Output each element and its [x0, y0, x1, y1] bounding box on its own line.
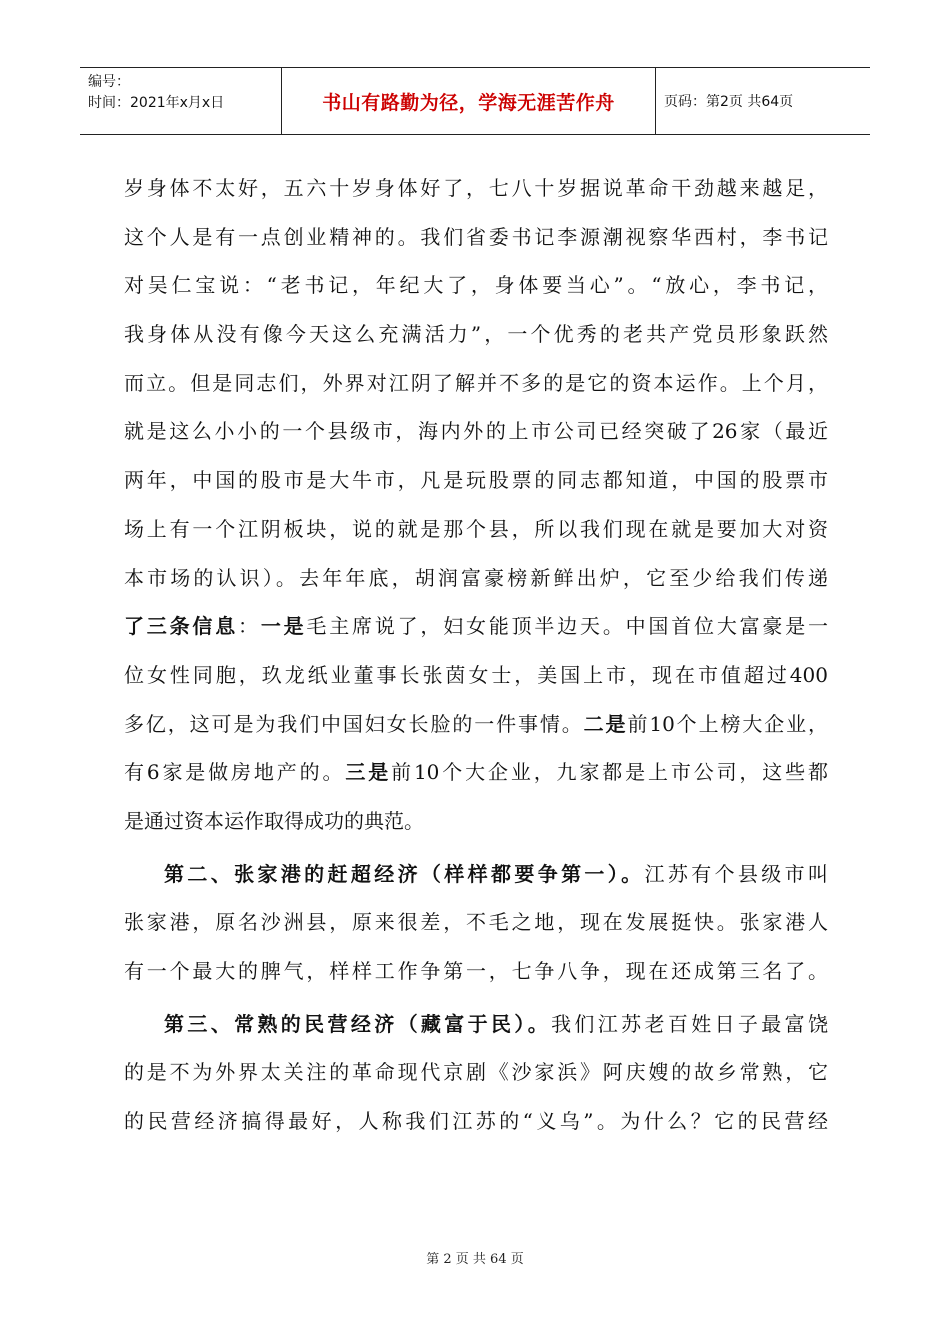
- paragraph-1: [124, 164, 828, 846]
- text-line: 的民营经济搞得最好，人称我们江苏的“义乌”。为什么？它的民营经: [124, 1109, 828, 1134]
- page-footer: 第 2 页 共 64 页: [426, 1252, 524, 1267]
- text-line: 是通过资本运作取得成功的典范。: [124, 808, 424, 833]
- bold-phrase: 三是: [345, 760, 392, 785]
- header-meta: [80, 68, 282, 134]
- text-span: 前10个大企业，九家都是上市公司，这些都: [391, 760, 828, 785]
- text-line: 对吴仁宝说：“老书记，年纪大了，身体要当心”。“放心，李书记，: [124, 273, 828, 298]
- text-line: [124, 602, 828, 651]
- text-line: 本市场的认识）。去年年底，胡润富豪榜新鲜出炉，它至少给我们传递: [124, 565, 828, 590]
- text-span: 多亿，这可是为我们中国妇女长脸的一件事情。: [124, 711, 584, 736]
- text-line: 岁身体不太好，五六十岁身体好了，七八十岁据说革命干劲越来越足，: [124, 176, 828, 200]
- document-time-label: 时间：2021年x月x日: [88, 95, 225, 111]
- bold-phrase: 了三条信息: [124, 614, 238, 639]
- header-motto: 书山有路勤为径，学海无涯苦作舟: [282, 68, 656, 134]
- text-span: 我们江苏老百姓日子最富饶: [551, 1011, 828, 1036]
- document-number-label: 编号：: [88, 74, 130, 90]
- text-line: [124, 748, 828, 797]
- text-span: ：: [238, 614, 261, 639]
- text-line: 就是这么小小的一个县级市，海内外的上市公司已经突破了26家（最近: [124, 419, 828, 444]
- bold-phrase: 二是: [583, 711, 628, 736]
- text-line: 场上有一个江阴板块，说的就是那个县，所以我们现在就是要加大对资: [124, 516, 828, 541]
- header-page-info: 页码：第2页 共64页: [664, 94, 794, 110]
- text-line: [124, 850, 828, 899]
- text-span: 有6家是做房地产的。: [124, 760, 346, 785]
- text-line: [124, 700, 828, 749]
- text-line: 的是不为外界太关注的革命现代京剧《沙家浜》阿庆嫂的故乡常熟，它: [124, 1060, 828, 1085]
- paragraph-3: [124, 1000, 828, 1146]
- text-line: 张家港，原名沙洲县，原来很差，不毛之地，现在发展挺快。张家港人: [124, 910, 828, 935]
- text-span: 前10个上榜大企业，: [627, 711, 828, 736]
- text-line: 有一个最大的脾气，样样工作争第一，七争八争，现在还成第三名了。: [124, 959, 828, 983]
- page-header: [80, 67, 870, 135]
- text-line: 这个人是有一点创业精神的。我们省委书记李源潮视察华西村，李书记: [124, 224, 828, 249]
- bold-phrase: 一是: [260, 614, 307, 639]
- text-line: [124, 1000, 828, 1049]
- text-line: 我身体从没有像今天这么充满活力”，一个优秀的老共产党员形象跃然: [124, 322, 828, 347]
- paragraph-2: [124, 850, 828, 996]
- text-line: 而立。但是同志们，外界对江阴了解并不多的是它的资本运作。上个月，: [124, 370, 828, 395]
- section-heading: 第三、常熟的民营经济（藏富于民）。: [164, 1011, 552, 1036]
- section-heading: 第二、张家港的赶超经济（样样都要争第一）。: [164, 861, 645, 886]
- text-line: 两年，中国的股市是大牛市，凡是玩股票的同志都知道，中国的股票市: [124, 468, 828, 493]
- text-span: 毛主席说了，妇女能顶半边天。中国首位大富豪是一: [306, 614, 828, 639]
- document-body: [124, 164, 828, 1146]
- text-span: 江苏有个县级市叫: [644, 861, 828, 886]
- text-line: 位女性同胞，玖龙纸业董事长张茵女士，美国上市，现在市值超过400: [124, 662, 828, 687]
